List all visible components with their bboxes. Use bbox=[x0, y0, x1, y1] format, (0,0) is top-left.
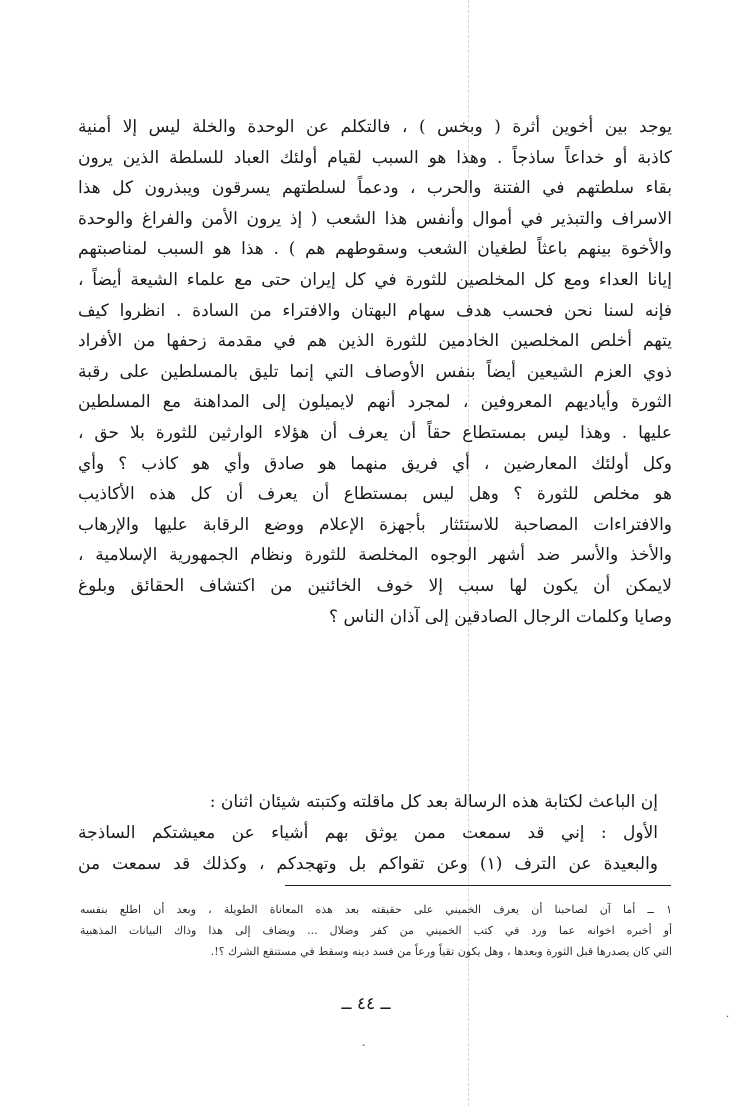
text-line: إيانا العداء ومع كل المخلصين للثورة في كل إيران حتى مع علماء الشيعة أيضاً ، bbox=[78, 269, 672, 290]
text-line: لايمكن أن يكون لها سبب إلا خوف الخائنين من اكتشاف الحقائق وبلوغ bbox=[78, 575, 672, 596]
scan-speck: - bbox=[362, 1040, 366, 1051]
text-line: إن الباعث لكتابة هذه الرسالة بعد كل ماقلته وكتبته شيئان اثنان : bbox=[209, 792, 658, 812]
text-line: الثورة وأياديهم المعروفين ، لمجرد أنهم لايميلون إلى المداهنة مع المسلطين bbox=[78, 392, 672, 413]
text-line: وكل أولئك المعارضين ، أي فريق منهما هو صادق وأي هو كاذب ؟ وأي bbox=[78, 453, 672, 474]
text-line: وصايا وكلمات الرجال الصادقين إلى آذان الناس ؟ bbox=[329, 606, 672, 627]
footnote-line: التي كان يصدرها قبل الثورة وبعدها ، وهل يكون تقياً ورعاً من فسد دينه وسقط في مستنقع الشرك ؟!. bbox=[210, 945, 672, 958]
text-line: والأخوة بينهم باعثاً لطغيان الشعب وسقوطهم هم ) . هذا هو السبب لمناصبتهم bbox=[78, 239, 672, 260]
text-line: فإنه لسنا نحن فحسب هدف سهام البهتان والافتراء من السادة . انظروا كيف bbox=[78, 300, 672, 321]
footnote-line: ١ ــ أما آن لصاحبنا أن يعرف الخميني على حقيقته بعد هذه المعاناة الطويلة ، وبعد أن اطلع بنفسه bbox=[80, 903, 672, 916]
text-line: ذوي العزم الشيعين أيضاً بنفس الأوصاف التي إنما تليق بالمسلطين على رقبة bbox=[78, 361, 672, 382]
text-line: يتهم أخلص المخلصين الخادمين للثورة الذين هم في مقدمة زحفها من الأفراد bbox=[78, 331, 672, 352]
text-line: والأخذ والأسر ضد أشهر الوجوه المخلصة للثورة ونظام الجمهورية الإسلامية ، bbox=[78, 545, 672, 566]
text-line: عليها . وهذا ليس بمستطاع حقاً أن يعرف أن هؤلاء الوارثين للثورة بلا حق ، bbox=[78, 422, 672, 443]
footnote-divider bbox=[285, 885, 671, 886]
text-line: والافتراءات المصاحبة للاستئثار بأجهزة الإعلام ووضع الرقابة عليها والإرهاب bbox=[78, 514, 672, 535]
text-line: الأول : إني قد سمعت ممن يوثق بهم أشياء عن معيشتكم الساذجة bbox=[78, 823, 658, 843]
text-line: والبعيدة عن الترف (١) وعن تقواكم بل وتهجدكم ، وكذلك قد سمعت من bbox=[78, 854, 658, 874]
text-line: يوجد بين أخوين أثرة ( وبخس ) ، فالتكلم عن الوحدة والخلة ليس إلا أمنية bbox=[78, 117, 672, 137]
scan-speck: · bbox=[726, 1012, 730, 1023]
text-line: هو مخلص للثورة ؟ وهل ليس بمستطاع أن يعرف أن كل هذه الأكاذيب bbox=[78, 484, 672, 505]
second-paragraph bbox=[78, 787, 658, 880]
text-line: كاذبة أو خداعاً ساذجاً . وهذا هو السبب لقيام أولئك العباد للسلطة الذين يرون bbox=[78, 147, 672, 168]
text-line: بقاء سلطتهم في الفتنة والحرب ، ودعماً لسلطتهم يسرقون ويبذرون كل هذا bbox=[78, 178, 672, 199]
footnote bbox=[80, 899, 672, 962]
footnote-line: أو أخبره اخوانه عما ورد في كتب الخميني من كفر وضلال ... ويضاف إلى هذا وذاك البيانات المذهبية bbox=[80, 924, 672, 937]
page-number: ــ ٤٤ ــ bbox=[341, 994, 391, 1014]
text-line: الاسراف والتبذير في أموال وأنفس هذا الشعب ( إذ يرون الأمن والفراغ والوحدة bbox=[78, 208, 672, 229]
main-paragraph bbox=[78, 112, 672, 632]
